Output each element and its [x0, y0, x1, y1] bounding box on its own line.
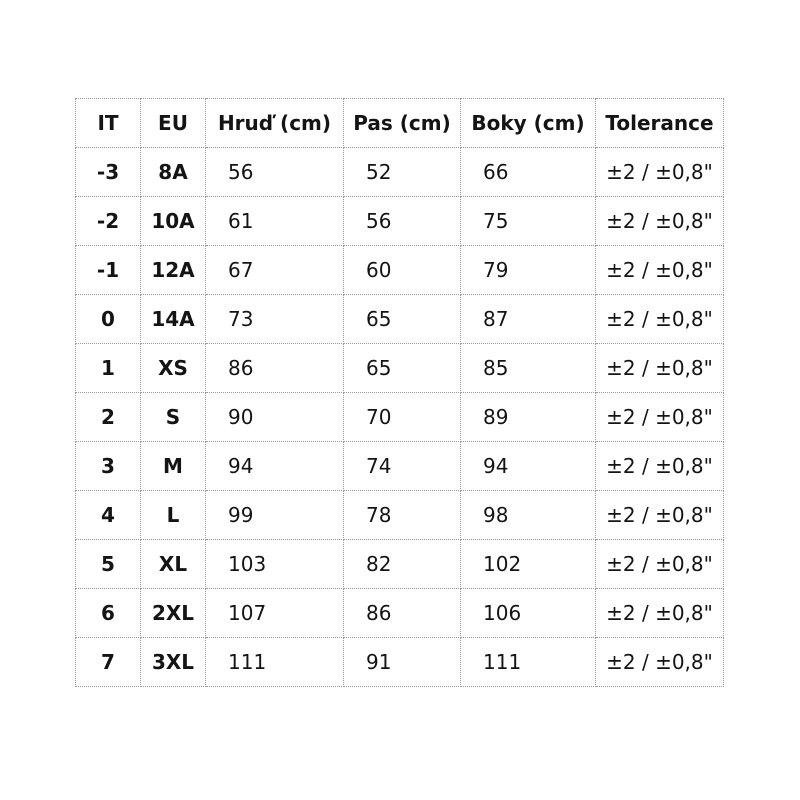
cell-boky: 79: [461, 246, 596, 295]
cell-pas: 70: [344, 393, 461, 442]
cell-boky: 75: [461, 197, 596, 246]
cell-eu: 2XL: [141, 589, 206, 638]
cell-boky: 66: [461, 148, 596, 197]
cell-eu: 8A: [141, 148, 206, 197]
cell-tolerance: ±2 / ±0,8": [596, 638, 724, 687]
cell-hrud: 86: [206, 344, 344, 393]
cell-tolerance: ±2 / ±0,8": [596, 442, 724, 491]
cell-eu: 14A: [141, 295, 206, 344]
table-row: [76, 540, 724, 589]
table-row: [76, 589, 724, 638]
cell-it: 4: [76, 491, 141, 540]
cell-boky: 102: [461, 540, 596, 589]
cell-it: 5: [76, 540, 141, 589]
cell-tolerance: ±2 / ±0,8": [596, 344, 724, 393]
cell-pas: 65: [344, 295, 461, 344]
cell-boky: 89: [461, 393, 596, 442]
cell-eu: XL: [141, 540, 206, 589]
cell-it: 1: [76, 344, 141, 393]
cell-eu: M: [141, 442, 206, 491]
cell-boky: 94: [461, 442, 596, 491]
column-header-eu: EU: [141, 99, 206, 148]
cell-hrud: 61: [206, 197, 344, 246]
cell-tolerance: ±2 / ±0,8": [596, 295, 724, 344]
cell-pas: 74: [344, 442, 461, 491]
cell-eu: 10A: [141, 197, 206, 246]
table-header: [76, 99, 724, 148]
cell-hrud: 107: [206, 589, 344, 638]
table-row: [76, 197, 724, 246]
cell-tolerance: ±2 / ±0,8": [596, 148, 724, 197]
cell-pas: 91: [344, 638, 461, 687]
cell-boky: 111: [461, 638, 596, 687]
cell-eu: XS: [141, 344, 206, 393]
cell-eu: 3XL: [141, 638, 206, 687]
cell-it: -3: [76, 148, 141, 197]
cell-tolerance: ±2 / ±0,8": [596, 589, 724, 638]
cell-it: 7: [76, 638, 141, 687]
cell-it: -2: [76, 197, 141, 246]
cell-hrud: 67: [206, 246, 344, 295]
cell-boky: 106: [461, 589, 596, 638]
table-row: [76, 442, 724, 491]
table-row: [76, 246, 724, 295]
cell-pas: 56: [344, 197, 461, 246]
cell-tolerance: ±2 / ±0,8": [596, 393, 724, 442]
cell-hrud: 56: [206, 148, 344, 197]
cell-it: -1: [76, 246, 141, 295]
header-row: [76, 99, 724, 148]
column-header-boky: Boky (cm): [461, 99, 596, 148]
cell-pas: 82: [344, 540, 461, 589]
table-row: [76, 344, 724, 393]
column-header-hrud: Hruď (cm): [206, 99, 344, 148]
cell-pas: 52: [344, 148, 461, 197]
table-row: [76, 638, 724, 687]
cell-eu: 12A: [141, 246, 206, 295]
cell-pas: 78: [344, 491, 461, 540]
cell-hrud: 103: [206, 540, 344, 589]
column-header-tolerance: Tolerance: [596, 99, 724, 148]
cell-boky: 85: [461, 344, 596, 393]
cell-boky: 87: [461, 295, 596, 344]
cell-it: 2: [76, 393, 141, 442]
cell-hrud: 111: [206, 638, 344, 687]
cell-tolerance: ±2 / ±0,8": [596, 197, 724, 246]
cell-pas: 86: [344, 589, 461, 638]
size-chart-table: [75, 98, 724, 687]
table-row: [76, 148, 724, 197]
cell-tolerance: ±2 / ±0,8": [596, 540, 724, 589]
cell-it: 3: [76, 442, 141, 491]
cell-tolerance: ±2 / ±0,8": [596, 491, 724, 540]
cell-it: 6: [76, 589, 141, 638]
column-header-it: IT: [76, 99, 141, 148]
cell-boky: 98: [461, 491, 596, 540]
table-row: [76, 393, 724, 442]
cell-it: 0: [76, 295, 141, 344]
table-row: [76, 295, 724, 344]
cell-hrud: 94: [206, 442, 344, 491]
cell-eu: S: [141, 393, 206, 442]
cell-tolerance: ±2 / ±0,8": [596, 246, 724, 295]
column-header-pas: Pas (cm): [344, 99, 461, 148]
cell-hrud: 90: [206, 393, 344, 442]
cell-eu: L: [141, 491, 206, 540]
cell-pas: 65: [344, 344, 461, 393]
cell-hrud: 73: [206, 295, 344, 344]
cell-hrud: 99: [206, 491, 344, 540]
cell-pas: 60: [344, 246, 461, 295]
table-row: [76, 491, 724, 540]
table-body: [76, 148, 724, 687]
